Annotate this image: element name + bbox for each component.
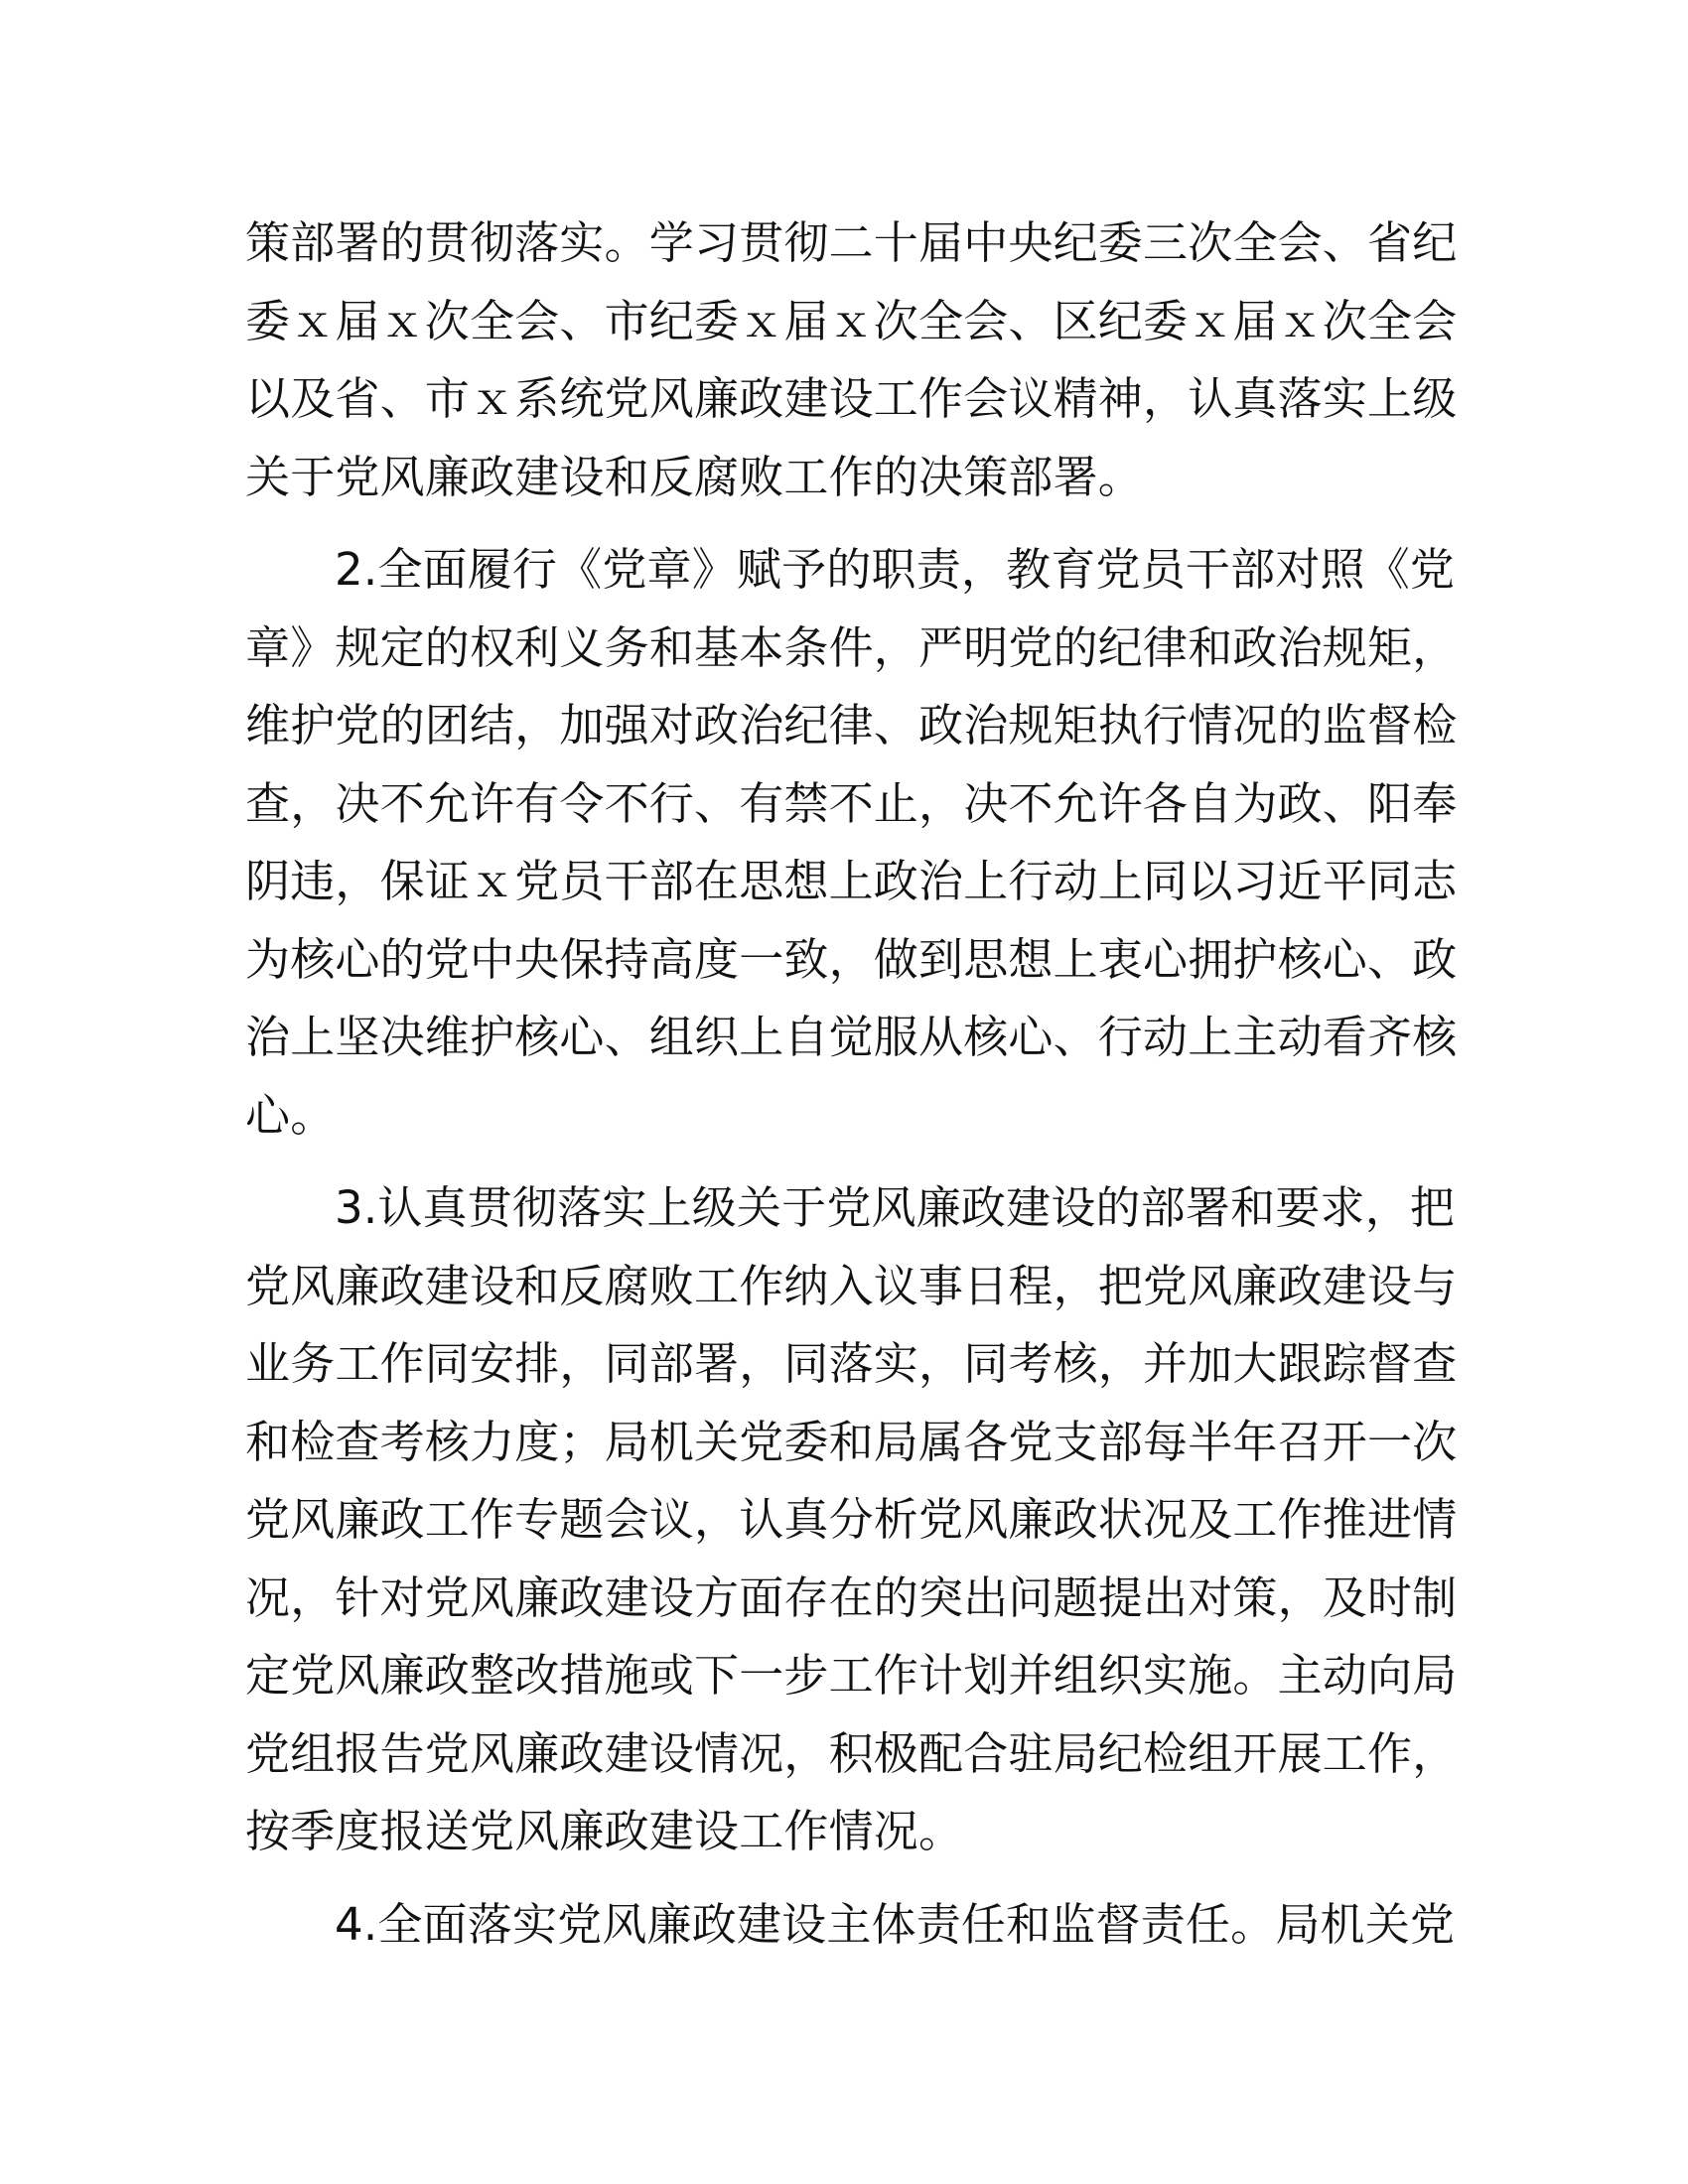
text-line: 按季度报送党风廉政建设工作情况。 (245, 1805, 964, 1857)
text-line: 党组报告党风廉政建设情况，积极配合驻局纪检组开展工作， (245, 1726, 1458, 1780)
text-line: 心。 (245, 1088, 336, 1142)
text-line: 阴违，保证ｘ党员干部在思想上政治上行动上同以习近平同志 (245, 855, 1458, 907)
text-line: 业务工作同安排，同部署，同落实，同考核，并加大跟踪督查 (245, 1337, 1458, 1390)
document-body (245, 205, 1458, 1964)
text-line: 定党风廉政整改措施或下一步工作计划并组织实施。主动向局 (245, 1649, 1458, 1702)
text-line: 和检查考核力度；局机关党委和局属各党支部每半年召开一次 (245, 1415, 1458, 1468)
paragraph-gap (245, 1155, 1437, 1169)
text-line: 章》规定的权利义务和基本条件，严明党的纪律和政治规矩， (245, 620, 1458, 674)
text-line: 治上坚决维护核心、组织上自觉服从核心、行动上主动看齐核 (245, 1011, 1458, 1063)
text-line: 委ｘ届ｘ次全会、市纪委ｘ届ｘ次全会、区纪委ｘ届ｘ次全会 (245, 294, 1458, 347)
text-line: 关于党风廉政建设和反腐败工作的决策部署。 (245, 450, 1144, 503)
text-line: 党风廉政建设和反腐败工作纳入议事日程，把党风廉政建设与 (245, 1259, 1458, 1312)
text-line: 况，针对党风廉政建设方面存在的突出问题提出对策，及时制 (245, 1570, 1458, 1624)
paragraph-gap (245, 516, 1437, 531)
text-line: 查，决不允许有令不行、有禁不止，决不允许各自为政、阳奉 (245, 776, 1458, 830)
text-line: 以及省、市ｘ系统党风廉政建设工作会议精神，认真落实上级 (245, 372, 1458, 425)
text-line: 4.全面落实党风廉政建设主体责任和监督责任。局机关党 (335, 1897, 1456, 1951)
text-line: 维护党的团结，加强对政治纪律、政治规矩执行情况的监督检 (245, 699, 1458, 751)
paragraph-item-4 (245, 1886, 1456, 1965)
text-line: 2.全面履行《党章》赋予的职责，教育党员干部对照《党 (335, 543, 1456, 596)
text-line: 党风廉政工作专题会议，认真分析党风廉政状况及工作推进情 (245, 1493, 1458, 1546)
paragraph-continuation (245, 205, 1458, 516)
text-line: 为核心的党中央保持高度一致，做到思想上衷心拥护核心、政 (245, 932, 1458, 986)
paragraph-item-3 (245, 1169, 1458, 1871)
text-line: 3.认真贯彻落实上级关于党风廉政建设的部署和要求，把 (335, 1181, 1456, 1234)
paragraph-gap (245, 1871, 1437, 1886)
paragraph-item-2 (245, 531, 1458, 1155)
text-line: 策部署的贯彻落实。学习贯彻二十届中央纪委三次全会、省纪 (245, 216, 1458, 269)
